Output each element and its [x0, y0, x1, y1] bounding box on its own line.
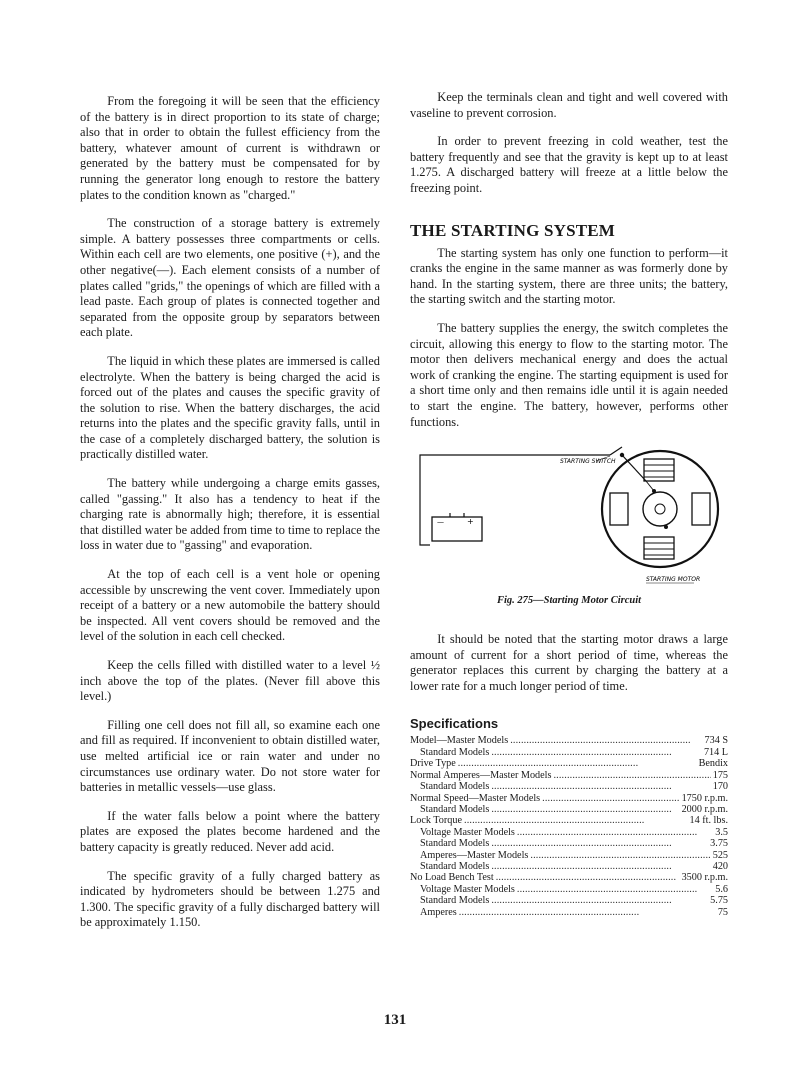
paragraph: The battery supplies the energy, the switch completes the circuit, allowing this energy to flow to the starting motor. The motor then delivers mechanical energy and does the actual work of cranking the engine. The starting equipment is used for a short time only and then remains idle until it is again needed to start the engine. The battery, however, performs other functions.: [410, 320, 728, 429]
paragraph: The liquid in which these plates are immersed is called electrolyte. When the battery is being charged the acid is forced out of the plates and causes the specific gravity of the solution to rise. When the battery discharges, the acid returns into the plates and the specific gravity falls, until in the case of a completely discharged battery, the solution is practically distilled water.: [80, 353, 380, 462]
switch-label: STARTING SWITCH: [560, 458, 616, 466]
paragraph: Filling one cell does not fill all, so examine each one and fill as required. If inconvenient to obtain distilled water, use melted artificial ice or rain water and under no circumstances use ordinary water. Do not store water for batteries in metallic vessels—use glass.: [80, 717, 380, 795]
brush-lead: [646, 481, 654, 491]
paragraph: The construction of a storage battery is extremely simple. A battery possesses three compartments or cells. Within each cell are two elements, one positive (+), and the other negative(—). Each element consists of a number of plates called "grids," the openings of which are filled with a lead paste. Each group of plates is connected together and separated from the opposite group by separators between each plate.: [80, 216, 380, 340]
spec-leader-dots: [458, 758, 697, 769]
spec-label: Standard Models: [420, 860, 490, 872]
spec-label: No Load Bench Test: [410, 872, 494, 884]
spec-value: 5.75: [710, 895, 728, 907]
spec-leader-dots: [553, 770, 710, 781]
paragraph: The specific gravity of a fully charged battery as indicated by hydrometers should be between 1.275 and 1.300. The specific gravity of a fully discharged battery will be approximately 1.150.: [80, 868, 380, 930]
page-number: 131: [383, 1012, 407, 1028]
spec-leader-dots: [530, 850, 710, 861]
spec-leader-dots: [491, 861, 710, 872]
brush-bottom: [664, 525, 668, 529]
spec-label: Standard Models: [420, 746, 490, 758]
spec-value: 714 L: [703, 746, 728, 758]
field-coil-top: [644, 459, 674, 481]
spec-value: 170: [712, 781, 728, 793]
spec-label: Drive Type: [410, 758, 456, 770]
spec-row: [410, 861, 728, 872]
spec-leader-dots: [517, 884, 713, 895]
spec-row: [410, 770, 728, 781]
spec-leader-dots: [491, 895, 708, 906]
battery-ground-wire: [420, 513, 430, 545]
paragraph: It should be noted that the starting motor draws a large amount of current for a short period of time, whereas the generator replaces this current by charging the battery at a lower rate for a much longer period of time.: [410, 632, 728, 693]
paragraph: The starting system has only one function to perform—it cranks the engine in the same manner as was formerly done by hand. In the starting system, there are three units; the battery, the starting switch and the starting motor.: [410, 245, 728, 307]
starting-motor-circuit-diagram: [410, 443, 728, 593]
starting-motor-circuit-figure: [410, 443, 728, 593]
paragraph: In order to prevent freezing in cold weather, test the battery frequently and see that the gravity is kept up to at least 1.275. A discharged battery will freeze at a little below the freezing point.: [410, 134, 728, 195]
section-title: THE STARTING SYSTEM: [410, 220, 616, 240]
spec-value: 3500 r.p.m.: [681, 872, 728, 884]
paragraph: From the foregoing it will be seen that the efficiency of the battery is in direct proportion to its state of charge; also that in order to obtain the fullest efficiency from the battery, whatever amount of current is withdrawn or generated by the battery must be compensated for by running the generator long enough to restore the battery plates to the condition known as "charged.": [80, 94, 380, 202]
spec-row: [410, 747, 728, 758]
spec-leader-dots: [517, 827, 713, 838]
right-column: [410, 90, 728, 918]
spec-row: [410, 872, 728, 883]
spec-leader-dots: [491, 781, 710, 792]
spec-label: Standard Models: [420, 895, 490, 907]
spec-leader-dots: [496, 872, 680, 883]
spec-value: 5.6: [715, 883, 728, 895]
spec-label: Voltage Master Models: [420, 826, 515, 838]
spec-row: [410, 895, 728, 906]
spec-row: [410, 827, 728, 838]
spec-leader-dots: [491, 747, 702, 758]
spec-row: [410, 850, 728, 861]
spec-value: 420: [712, 860, 728, 872]
spec-value: 734 S: [704, 735, 728, 747]
spec-value: 75: [717, 906, 728, 918]
spec-value: 2000 r.p.m.: [681, 803, 728, 815]
spec-value: 525: [712, 849, 728, 861]
motor-label: STARTING MOTOR: [646, 576, 701, 584]
spec-label: Voltage Master Models: [420, 883, 515, 895]
spec-value: 3.5: [715, 826, 728, 838]
spec-label: Amperes: [420, 906, 457, 918]
spec-leader-dots: [510, 735, 702, 746]
armature: [643, 492, 677, 526]
spec-label: Model—Master Models: [410, 735, 509, 747]
spec-label: Lock Torque: [410, 815, 463, 827]
paragraph: The battery while undergoing a charge emits gasses, called "gassing." It also has a tendency to heat if the charging rate is abnormally high; therefore, it is essential that distilled water be added from time to time to replace the loss in water due to "gassing" and evaporation.: [80, 476, 380, 553]
spec-leader-dots: [491, 838, 708, 849]
spec-row: [410, 838, 728, 849]
spec-label: Standard Models: [420, 781, 490, 793]
spec-value: Bendix: [698, 758, 728, 770]
spec-value: 1750 r.p.m.: [681, 792, 728, 804]
spec-leader-dots: [459, 907, 716, 918]
battery-minus-sign: —: [437, 518, 444, 527]
battery-plus-sign: +: [467, 517, 474, 527]
spec-row: [410, 735, 728, 746]
spec-value: 175: [712, 769, 728, 781]
motor-housing: [602, 451, 718, 567]
spec-leader-dots: [464, 815, 687, 826]
spec-label: Amperes—Master Models: [420, 849, 529, 861]
spec-value: 14 ft. lbs.: [689, 815, 728, 827]
spec-value: 3.75: [710, 838, 728, 850]
spec-row: [410, 884, 728, 895]
paragraph: Keep the cells filled with distilled water to a level ½ inch above the top of the plates. (Never fill above this level.): [80, 658, 380, 704]
switch-wire: [622, 455, 646, 481]
spec-leader-dots: [491, 804, 679, 815]
spec-label: Normal Speed—Master Models: [410, 792, 541, 804]
spec-row: [410, 758, 728, 769]
figure-caption: Fig. 275—Starting Motor Circuit: [496, 595, 642, 607]
spec-row: [410, 815, 728, 826]
commutator: [655, 504, 665, 514]
spec-row: [410, 781, 728, 792]
spec-row: [410, 804, 728, 815]
pole-piece-right: [692, 493, 710, 525]
paragraph: At the top of each cell is a vent hole or opening accessible by unscrewing the vent cover. Immediately upon receipt of a battery or a new automobile the battery should be inspected. All vent covers should be removed and the level of the solution in each cell checked.: [80, 567, 380, 644]
paragraph: Keep the terminals clean and tight and well covered with vaseline to prevent corrosion.: [410, 90, 728, 120]
pole-piece-left: [610, 493, 628, 525]
left-column: [80, 90, 380, 944]
paragraph: If the water falls below a point where the battery plates are exposed the plates become hardened and the battery capacity is greatly reduced. Never add acid.: [80, 808, 380, 854]
spec-label: Standard Models: [420, 838, 490, 850]
specifications-list: [410, 735, 728, 918]
specifications-heading: Specifications: [410, 716, 499, 732]
spec-label: Standard Models: [420, 803, 490, 815]
spec-row: [410, 793, 728, 804]
spec-row: [410, 907, 728, 918]
spec-label: Normal Amperes—Master Models: [410, 769, 552, 781]
field-coil-bottom: [644, 537, 674, 559]
spec-leader-dots: [542, 793, 679, 804]
